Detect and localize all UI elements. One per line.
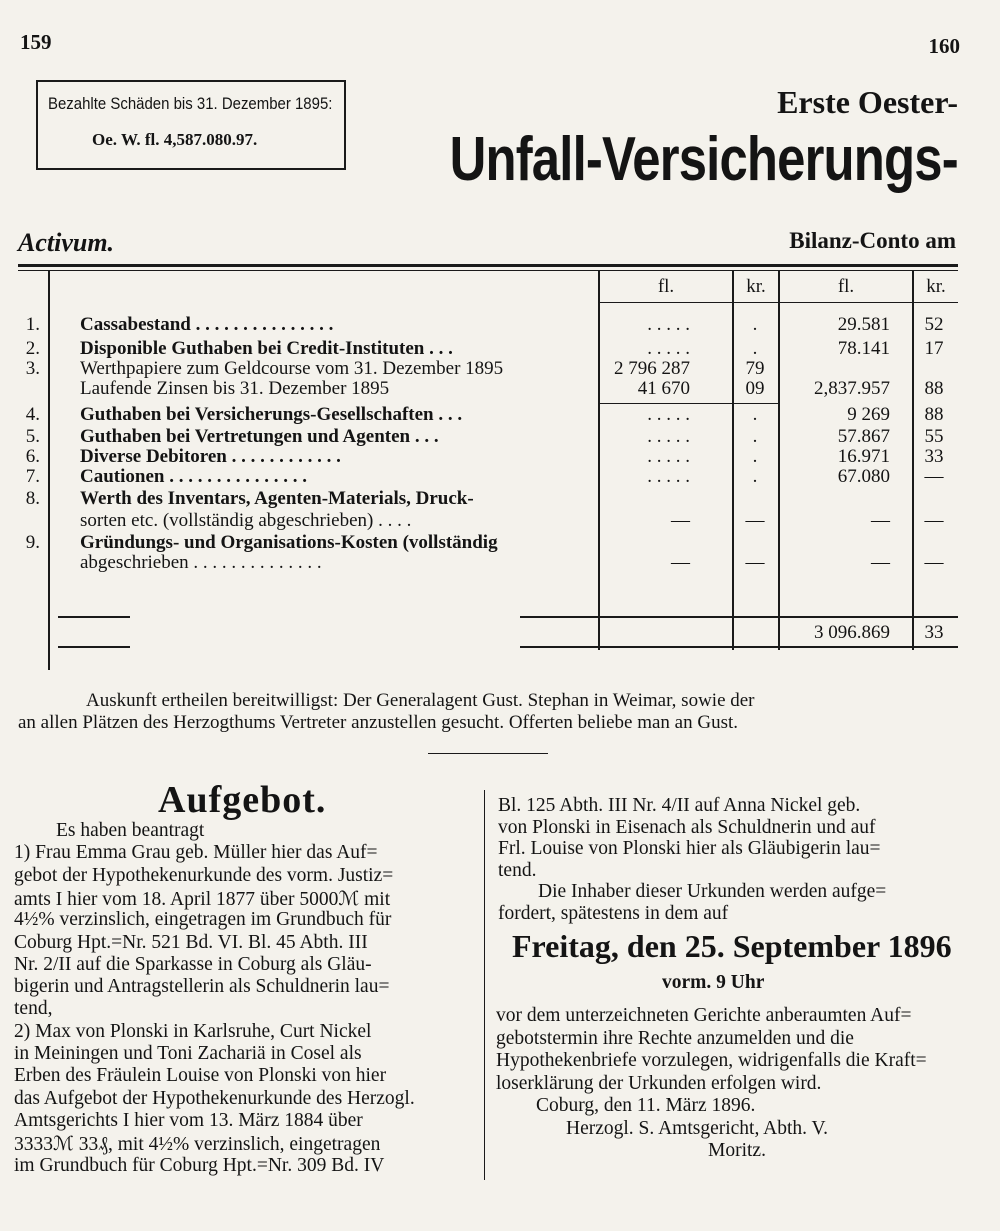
aufgebot-text-line: bigerin und Antragstellerin als Schuldnerin lau= bbox=[14, 976, 390, 998]
row-kr-2: — bbox=[924, 552, 944, 573]
aufgebot-text-line: Erben des Fräulein Louise von Plonski von hier bbox=[14, 1065, 387, 1087]
auskunft-line1: Auskunft ertheilen bereitwilligst: Der Generalagent Gust. Stephan in Weimar, sowie der bbox=[86, 690, 755, 711]
company-name-line2: Unfall-Versicherungs- bbox=[449, 125, 958, 194]
row-fl-2: — bbox=[871, 552, 890, 573]
page-number-left: 159 bbox=[20, 30, 52, 54]
row-kr-1: 79 bbox=[745, 358, 765, 379]
col-header-kr-1: kr. bbox=[746, 276, 766, 297]
row-fl-2: 2,837.957 bbox=[814, 378, 890, 399]
aufgebot-text-line: in Meiningen und Toni Zachariä in Cosel als bbox=[14, 1043, 362, 1064]
row-kr-1: 09 bbox=[745, 378, 765, 399]
row-fl-2: 9 269 bbox=[847, 404, 890, 425]
row-kr-1: — bbox=[745, 552, 765, 573]
row-label: Laufende Zinsen bis 31. Dezember 1895 bbox=[80, 378, 390, 399]
row-label: Werth des Inventars, Agenten-Materials, Druck- bbox=[80, 488, 474, 509]
row-fl-1: . . . . . bbox=[647, 426, 690, 447]
aufgebot-text-line: Coburg, den 11. März 1896. bbox=[536, 1095, 756, 1116]
col-header-fl-2: fl. bbox=[837, 276, 855, 297]
row-kr-2: 55 bbox=[924, 426, 944, 447]
aufgebot-text-line: Herzogl. S. Amtsgericht, Abth. V. bbox=[566, 1117, 828, 1139]
row-number: 9. bbox=[25, 532, 40, 553]
paid-damages-amount: Oe. W. fl. 4,587.080.97. bbox=[92, 130, 258, 149]
company-name-line1: Erste Oester- bbox=[777, 84, 958, 120]
total-kr: 33 bbox=[924, 622, 944, 643]
aufgebot-text-line: 1) Frau Emma Grau geb. Müller hier das Auf= bbox=[14, 842, 378, 864]
row-fl-1: . . . . . bbox=[647, 446, 690, 467]
total-fl: 3 096.869 bbox=[814, 622, 890, 643]
row-fl-1: . . . . . bbox=[647, 314, 690, 335]
row-label: Guthaben bei Versicherungs-Gesellschaften . . . bbox=[80, 404, 463, 425]
col-header-kr-2: kr. bbox=[926, 276, 946, 297]
row-fl-1: — bbox=[671, 552, 690, 573]
row-number: 6. bbox=[25, 446, 40, 467]
aufgebot-text-line: Bl. 125 Abth. III Nr. 4/II auf Anna Nickel geb. bbox=[498, 795, 861, 816]
aufgebot-text-line: loserklärung der Urkunden erfolgen wird. bbox=[496, 1072, 822, 1094]
aufgebot-text-line: von Plonski in Eisenach als Schuldnerin und auf bbox=[498, 816, 876, 838]
row-kr-2: — bbox=[924, 466, 944, 487]
row-kr-2: 88 bbox=[924, 404, 944, 425]
row-label: Gründungs- und Organisations-Kosten (vollständig bbox=[80, 532, 498, 553]
total-rule-right-2 bbox=[520, 646, 958, 648]
row-kr-1: . bbox=[752, 426, 758, 447]
row-fl-2: 16.971 bbox=[837, 446, 890, 467]
row-number: 5. bbox=[25, 426, 40, 447]
row-number: 4. bbox=[25, 404, 40, 425]
row-fl-2: 67.080 bbox=[837, 466, 890, 487]
row-kr-1: . bbox=[752, 338, 758, 359]
aufgebot-text-line: Hypothekenbriefe vorzulegen, widrigenfalls die Kraft= bbox=[496, 1050, 927, 1071]
activum-heading: Activum. bbox=[18, 228, 115, 257]
aufgebot-text-line: vor dem unterzeichneten Gerichte anberaumten Auf= bbox=[496, 1005, 912, 1026]
aufgebot-text-line: 3333ℳ 33₰, mit 4½% verzinslich, eingetragen bbox=[14, 1134, 381, 1156]
row-label: Guthaben bei Vertretungen und Agenten . . . bbox=[80, 426, 439, 447]
aufgebot-text-line: Die Inhaber dieser Urkunden werden aufge= bbox=[538, 881, 887, 902]
aufgebot-text-line: amts I hier vom 18. April 1877 über 5000ℳ mit bbox=[14, 888, 391, 910]
row-fl-1: . . . . . bbox=[647, 404, 690, 425]
paid-damages-box bbox=[36, 80, 346, 170]
row-fl-2: 29.581 bbox=[837, 314, 890, 335]
col-divider-2 bbox=[732, 270, 734, 650]
aufgebot-text-line: Amtsgerichts I hier vom 13. März 1884 über bbox=[14, 1109, 363, 1131]
aufgebot-text-line: tend, bbox=[14, 998, 53, 1020]
auskunft-line2: an allen Plätzen des Herzogthums Vertreter anzustellen gesucht. Offerten beliebe man an Gust. bbox=[18, 712, 738, 733]
row-fl-1: 2 796 287 bbox=[614, 358, 690, 379]
total-rule-right-1 bbox=[520, 616, 958, 618]
row-fl-2: 78.141 bbox=[837, 338, 890, 359]
aufgebot-text-line: fordert, spätestens in dem auf bbox=[498, 902, 729, 924]
row-kr-2: 33 bbox=[924, 446, 944, 467]
row-kr-2: — bbox=[924, 510, 944, 531]
row-label: sorten etc. (vollständig abgeschrieben) . . . . bbox=[80, 510, 412, 531]
col-header-fl-1: fl. bbox=[657, 276, 675, 297]
table-top-rule-thin bbox=[18, 270, 958, 271]
hearing-date: Freitag, den 25. September 1896 bbox=[512, 928, 952, 964]
aufgebot-text-line: 2) Max von Plonski in Karlsruhe, Curt Nickel bbox=[14, 1020, 372, 1042]
row-number: 1. bbox=[25, 314, 40, 335]
row-label: Diverse Debitoren . . . . . . . . . . . . bbox=[80, 446, 341, 467]
row-kr-2: 88 bbox=[924, 378, 944, 399]
total-rule-left-1 bbox=[58, 616, 130, 618]
row-kr-1: — bbox=[745, 510, 765, 531]
row-number: 3. bbox=[25, 358, 40, 379]
row-label: abgeschrieben . . . . . . . . . . . . . . bbox=[80, 552, 322, 573]
aufgebot-title: Aufgebot. bbox=[158, 779, 327, 821]
section-divider bbox=[428, 753, 548, 754]
aufgebot-text-line: Coburg Hpt.=Nr. 521 Bd. VI. Bl. 45 Abth. III bbox=[14, 931, 368, 953]
row-label: Werthpapiere zum Geldcourse vom 31. Dezember 1895 bbox=[80, 358, 504, 379]
aufgebot-text-line: Moritz. bbox=[708, 1140, 766, 1161]
column-separator bbox=[484, 790, 485, 1180]
aufgebot-text-line: tend. bbox=[498, 859, 537, 881]
aufgebot-text-line: Es haben beantragt bbox=[56, 820, 205, 841]
row-kr-1: . bbox=[752, 466, 758, 487]
row-kr-2: 52 bbox=[924, 314, 944, 335]
aufgebot-text-line: Frl. Louise von Plonski hier als Gläubigerin lau= bbox=[498, 838, 881, 859]
row-fl-1: . . . . . bbox=[647, 338, 690, 359]
row-fl-1: 41 670 bbox=[637, 378, 690, 399]
page-number-right: 160 bbox=[928, 34, 960, 58]
aufgebot-text-line: gebot der Hypothekenurkunde des vorm. Justiz= bbox=[14, 864, 394, 886]
row-kr-1: . bbox=[752, 314, 758, 335]
row-kr-2: 17 bbox=[924, 338, 944, 359]
table-left-rule bbox=[48, 270, 50, 670]
row-number: 8. bbox=[25, 488, 40, 509]
row-kr-1: . bbox=[752, 404, 758, 425]
row-fl-1: — bbox=[671, 510, 690, 531]
row-number: 7. bbox=[25, 466, 40, 487]
row-kr-1: . bbox=[752, 446, 758, 467]
paid-damages-label: Bezahlte Schäden bis 31. Dezember 1895: bbox=[48, 94, 333, 113]
hearing-time: vorm. 9 Uhr bbox=[662, 972, 765, 993]
bilanz-heading: Bilanz-Conto am bbox=[789, 228, 956, 253]
row-label: Cautionen . . . . . . . . . . . . . . . bbox=[80, 466, 307, 487]
row-fl-2: — bbox=[871, 510, 890, 531]
row-label: Cassabestand . . . . . . . . . . . . . . . bbox=[80, 314, 334, 335]
row-fl-2: 57.867 bbox=[837, 426, 890, 447]
total-rule-left-2 bbox=[58, 646, 130, 648]
row-number: 2. bbox=[25, 338, 40, 359]
aufgebot-text-line: Nr. 2/II auf die Sparkasse in Coburg als Gläu- bbox=[14, 953, 372, 975]
aufgebot-text-line: gebotstermin ihre Rechte anzumelden und die bbox=[496, 1027, 854, 1049]
row-fl-1: . . . . . bbox=[647, 466, 690, 487]
table-top-rule bbox=[18, 264, 958, 267]
header-underline bbox=[598, 302, 958, 303]
aufgebot-text-line: 4½% verzinslich, eingetragen im Grundbuch für bbox=[14, 909, 392, 931]
aufgebot-text-line: das Aufgebot der Hypothekenurkunde des Herzogl. bbox=[14, 1087, 415, 1109]
aufgebot-text-line: im Grundbuch für Coburg Hpt.=Nr. 309 Bd. IV bbox=[14, 1154, 385, 1176]
row-label: Disponible Guthaben bei Credit-Instituten . . . bbox=[80, 338, 453, 359]
